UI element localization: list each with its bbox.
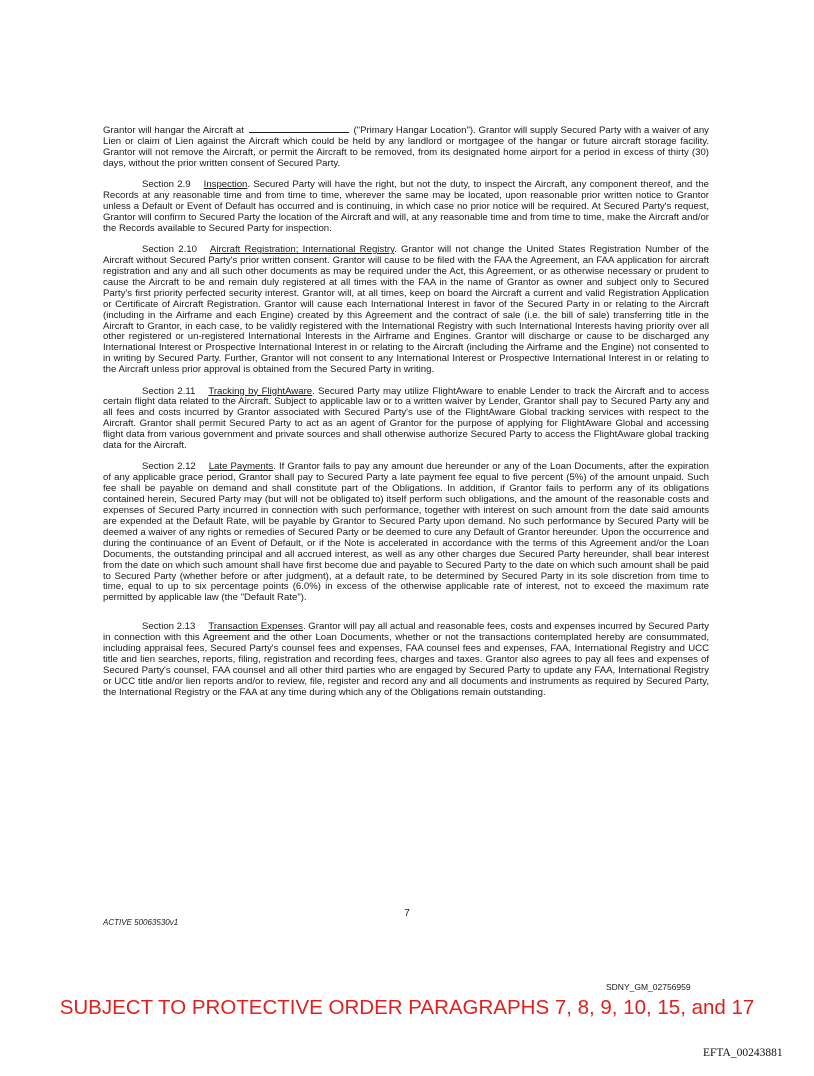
section-number: Section 2.12 (142, 461, 196, 473)
section-number: Section 2.9 (142, 179, 191, 191)
paragraph-text-lead: Grantor will hangar the Aircraft at (103, 125, 244, 136)
efta-number: EFTA_00243881 (703, 1047, 783, 1059)
paragraph-text: ("Primary Hangar Location"). Grantor will supply Secured Party with a waiver of any Lien or claim of Lien against the Aircraft which could be held by any landlord or mortgagee of the hangar or future aircraft storage facility. Grantor will not remove the Aircraft, or permit the Aircraft to be removed, from its designated home airport for a period in excess of thirty (30) days, without the prior written consent of Secured Party. (103, 125, 709, 169)
paragraph-hangar (103, 124, 709, 170)
bates-number: SDNY_GM_02756959 (606, 982, 691, 992)
paragraph-section-2-9 (103, 180, 709, 235)
section-heading: Aircraft Registration; International Registry (209, 244, 395, 256)
section-heading: Inspection (203, 179, 248, 191)
section-heading: Transaction Expenses (208, 621, 303, 633)
paragraph-section-2-13 (103, 622, 709, 698)
section-heading: Late Payments (208, 461, 274, 473)
paragraph-section-2-12 (103, 462, 709, 604)
section-heading: Tracking by FlightAware (208, 385, 313, 397)
redacted-blank-line (249, 124, 349, 133)
paragraph-section-2-10 (103, 245, 709, 376)
section-number: Section 2.13 (142, 621, 196, 633)
paragraph-section-2-11 (103, 387, 709, 452)
document-body (103, 124, 709, 709)
page-number: 7 (404, 908, 410, 919)
paragraph-text: . Secured Party will have the right, but not the duty, to inspect the Aircraft, any component thereof, and the Records at any reasonable time and from time to time, wherever the same may be located, upon reasonable prior written notice to Grantor unless a Default or Event of Default has occurred and is continuing, in which case no prior notice will be required. At Secured Party's request, Grantor will confirm to Secured Party the location of the Aircraft and will, at any reasonable time and from time to time, make the Aircraft and/or the Records available to Secured Party for inspection. (103, 179, 709, 234)
paragraph-text: . Secured Party may utilize FlightAware to enable Lender to track the Aircraft and to access certain flight data related to the Aircraft. Subject to applicable law or to a written waiver by Lender, Grantor shall pay to Secured Party any and all fees and costs incurred by Grantor associated with Secured Party's use of the FlightAware Global tracking services with respect to the Aircraft. Grantor shall permit Secured Party to act as an agent of Grantor for the purpose of applying for FlightAware Global and accessing flight data from various government and private sources and shall otherwise authorize Secured Party to access the FlightAware global tracking data for the Aircraft. (103, 385, 710, 452)
paragraph-text: . Grantor will not change the United States Registration Number of the Aircraft without Secured Party's prior written consent. Grantor will cause to be filed with the FAA the Agreement, an FAA application for aircraft registration and any and all such other documents as may be required under the Act, this Agreement, or as otherwise necessary or prudent to cause the Aircraft to be and remain duly registered at all times with the FAA in the name of Grantor as owner and subject only to Secured Party's first priority perfected security interest. Grantor will, at all times, keep on board the Aircraft a current and valid Registration Application or Certificate of Aircraft Registration. Grantor will cause each International Interest in favor of the Secured Party in or relating to the Aircraft (including in the Airframe and each Engine) created by this Agreement and the contract of sale (i.e. the bill of sale) transferring title in the Aircraft to Grantor, in each case, to be validly registered with the International Registry with such International Interests having priority over all other registered or un-registered International Interests in the Airframe and Engines. Grantor will discharge or cause to be discharged any International Interest or Prospective International Interest in or relating to the Aircraft (including the Airframe and the Engine) not consented to in writing by Secured Party. Further, Grantor will not consent to any International Interest or Prospective International Interest in or relating to the Aircraft unless prior approval is obtained from the Secured Party in writing. (103, 244, 710, 376)
protective-order-notice: SUBJECT TO PROTECTIVE ORDER PARAGRAPHS 7, 8, 9, 10, 15, and 17 (59, 996, 755, 1019)
paragraph-text: . Grantor will pay all actual and reasonable fees, costs and expenses incurred by Secured Party in connection with this Agreement and the other Loan Documents, whether or not the transactions contemplated hereby are consummated, including appraisal fees, Secured Party's counsel fees and expenses, FAA counsel fees and expenses, FAA, International Registry and UCC title and lien searches, reports, filing, registration and recording fees, charges and taxes. Grantor also agrees to pay all fees and expenses of Secured Party's counsel, FAA counsel and all other third parties who are engaged by Secured Party to update any FAA, International Registry or UCC title and/or lien reports and/or to review, file, register and record any and all documents and instruments as required by Secured Party, the International Registry or the FAA at any time during which any of the Obligations remain outstanding. (103, 621, 709, 698)
paragraph-text: . If Grantor fails to pay any amount due hereunder or any of the Loan Documents, after the expiration of any applicable grace period, Grantor shall pay to Secured Party a late payment fee equal to five percent (5%) of the amount unpaid. Such fee shall be payable on demand and shall constitute part of the Obligations. In addition, if Grantor fails to perform any of its obligations contained herein, Secured Party may (but will not be obligated to) itself perform such obligations, and the amount of the reasonable costs and expenses of Secured Party incurred in connection with such performance, together with interest on such amount from the date said amounts are expended at the Default Rate, will be payable by Grantor to Secured Party upon demand. No such performance by Secured Party will be deemed a waiver of any rights or remedies of Secured Party or be deemed to cure any Default of Grantor hereunder. Upon the occurrence and during the continuance of an Event of Default, or if the Note is accelerated in accordance with the terms of this Agreement and/or the Loan Documents, the outstanding principal and all accrued interest, as well as any other charges due Secured Party hereunder, shall bear interest from the date on which such amount shall have first become due and payable to Secured Party to the date on which such amount shall be paid to Secured Party (whether before or after judgment), at a default rate, to be determined by Secured Party in its sole discretion from time to time, equal to up to six percentage points (6.0%) in excess of the otherwise applicable rate of interest, not to exceed the maximum rate permitted by applicable law (the "Default Rate"). (103, 461, 709, 604)
document-id: ACTIVE 50063530v1 (103, 918, 179, 927)
section-number: Section 2.10 (142, 244, 197, 256)
section-number: Section 2.11 (142, 385, 196, 397)
